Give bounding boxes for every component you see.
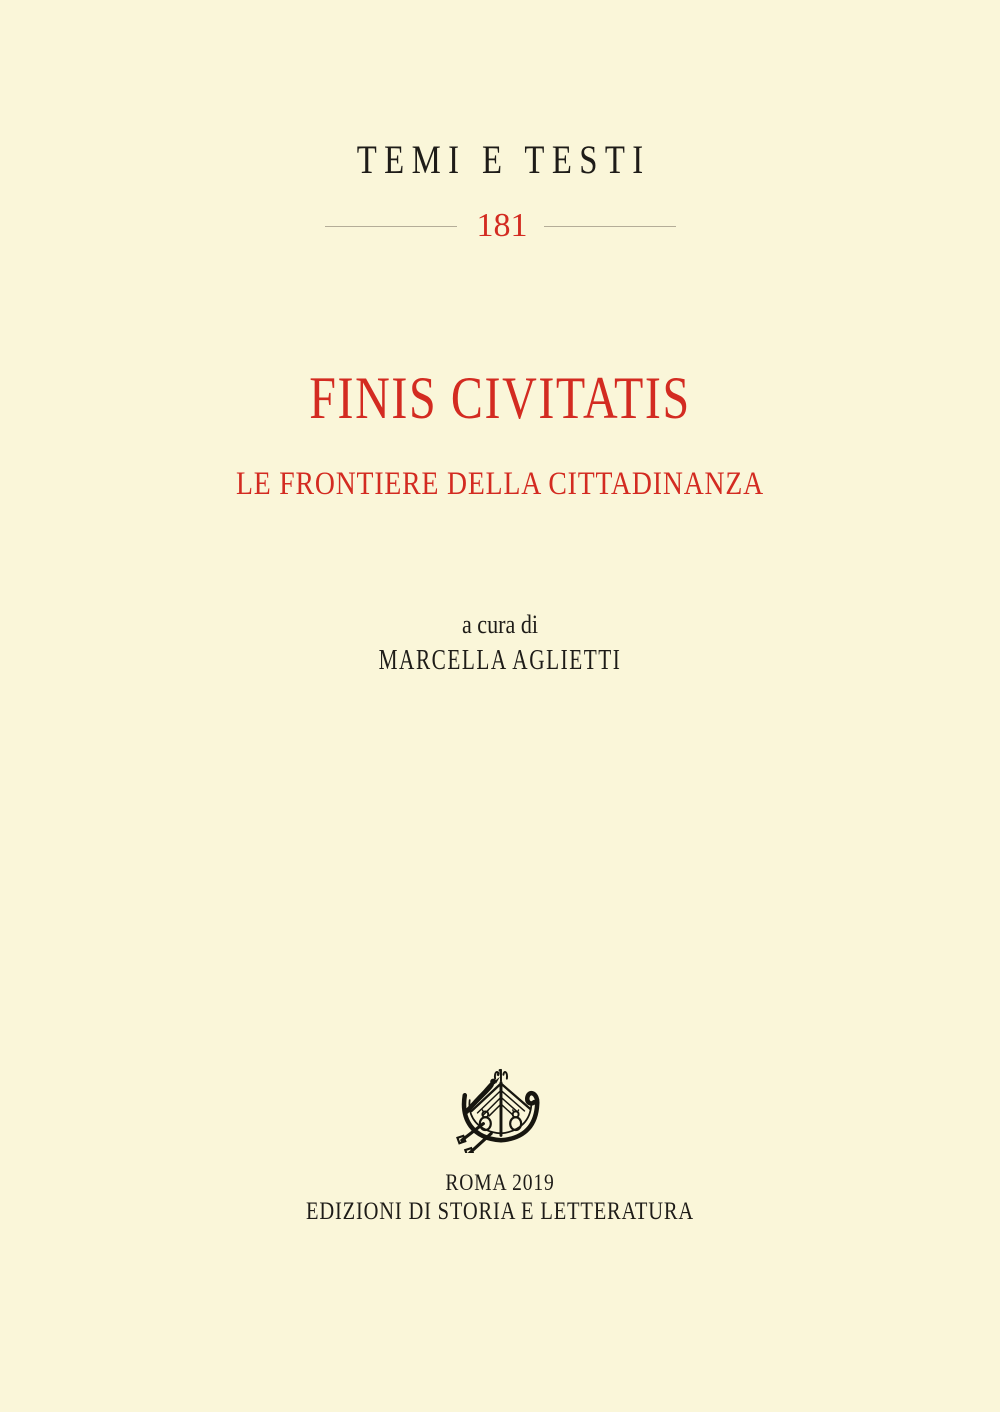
series-title: TEMI E TESTI (356, 137, 651, 182)
divider-rule-left (325, 226, 457, 227)
editor-name: MARCELLA AGLIETTI (378, 645, 622, 676)
place-year: ROMA 2019 (445, 1170, 555, 1195)
series-number-row (0, 205, 1000, 247)
book-subtitle: LE FRONTIERE DELLA CITTADINANZA (235, 466, 765, 502)
divider-rule-right (544, 226, 676, 227)
editor-prefix: a cura di (461, 610, 539, 639)
publisher-name: EDIZIONI DI STORIA E LETTERATURA (306, 1198, 694, 1225)
book-title: FINIS CIVITATIS (309, 365, 691, 431)
publisher-ship-emblem-icon (450, 1063, 550, 1153)
series-number: 181 (476, 207, 528, 244)
